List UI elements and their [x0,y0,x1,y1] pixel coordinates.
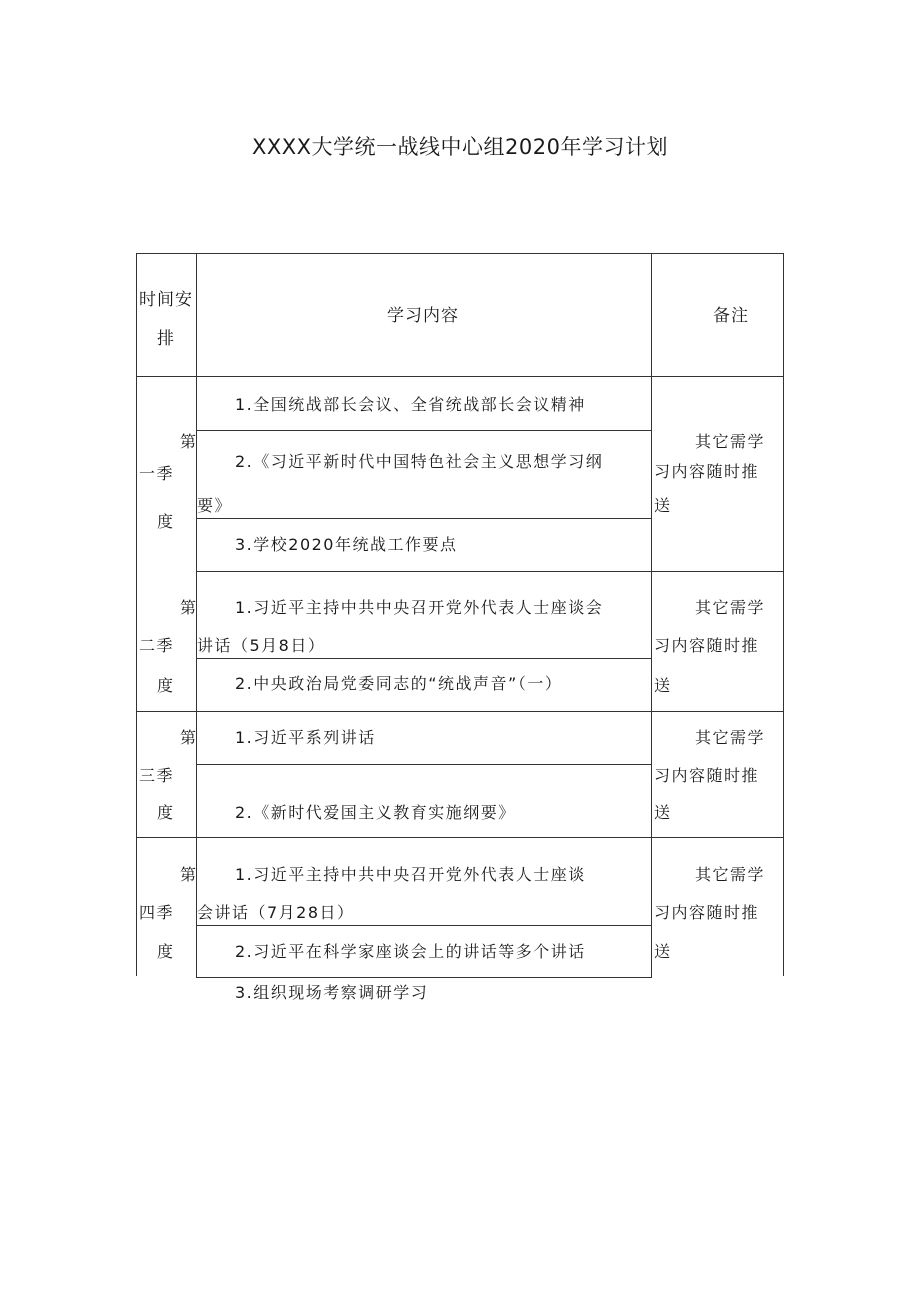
q3-item1: 1.习近平系列讲话 [235,728,376,747]
q3-label-line1: 第 [180,728,198,747]
header-time-line1: 时间安 [139,290,193,310]
q3-label-line2: 三季 [139,766,175,785]
q3-note-line1: 其它需学 [695,728,766,747]
header-bottom-rule [136,376,784,377]
table-border-left [136,253,137,976]
q3-q4-rule [136,837,784,838]
q1-note-line2: 习内容随时推 [654,462,760,481]
q2-note-line3: 送 [654,676,672,695]
table-border-top [136,253,784,254]
q2-label-line3: 度 [157,676,175,695]
header-time-line2: 排 [157,329,175,349]
column-divider-content [651,253,652,978]
q2-row-rule [196,658,651,659]
q3-note-line2: 习内容随时推 [654,766,760,785]
q2-item1-line1: 1.习近平主持中共中央召开党外代表人士座谈会 [235,598,604,617]
q1-item2-line2: 要》 [197,496,233,515]
q1-label-line2: 一季 [139,464,175,483]
q4-note-line2: 习内容随时推 [654,903,760,922]
q4-item2: 2.习近平在科学家座谈会上的讲话等多个讲话 [235,942,586,961]
q3-label-line3: 度 [157,803,175,822]
q2-label-line2: 二季 [139,636,175,655]
document-title: XXXX大学统一战线中心组2020年学习计划 [252,135,668,159]
q3-note-line3: 送 [654,803,672,822]
q2-item1-line2: 讲话（5月8日） [197,636,326,655]
q1-row-rule [196,518,651,519]
q1-item1: 1.全国统战部长会议、全省统战部长会议精神 [235,395,586,414]
q2-q3-rule [136,711,784,712]
q1-label-line1: 第 [180,432,198,451]
q4-note-line1: 其它需学 [695,865,766,884]
q2-note-line1: 其它需学 [695,598,766,617]
q4-note-line3: 送 [654,942,672,961]
q3-item2: 2.《新时代爱国主义教育实施纲要》 [235,803,516,822]
q4-item1-line2: 会讲话（7月28日） [197,903,355,922]
q1-note-line1: 其它需学 [695,432,766,451]
q1-note-line3: 送 [654,496,672,515]
q4-item3: 3.组织现场考察调研学习 [235,983,429,1002]
q4-item1-line1: 1.习近平主持中共中央召开党外代表人士座谈 [235,865,586,884]
q3-row-rule [196,764,651,765]
q1-item3: 3.学校2020年统战工作要点 [235,535,458,554]
q2-note-line2: 习内容随时推 [654,636,760,655]
header-content: 学习内容 [387,306,459,326]
q4-row-rule [196,977,651,978]
q1-row-rule [196,430,651,431]
table-border-right [783,253,784,976]
q1-item2-line1: 2.《习近平新时代中国特色社会主义思想学习纲 [235,452,604,471]
q2-item2: 2.中央政治局党委同志的“统战声音”（一） [235,674,563,693]
q4-label-line3: 度 [157,942,175,961]
header-note: 备注 [713,306,749,326]
q4-label-line1: 第 [180,865,198,884]
q2-label-line1: 第 [180,598,198,617]
q4-label-line2: 四季 [139,903,175,922]
q4-row-rule [196,925,651,926]
q1-q2-rule [196,571,784,572]
q1-label-line3: 度 [157,512,175,531]
